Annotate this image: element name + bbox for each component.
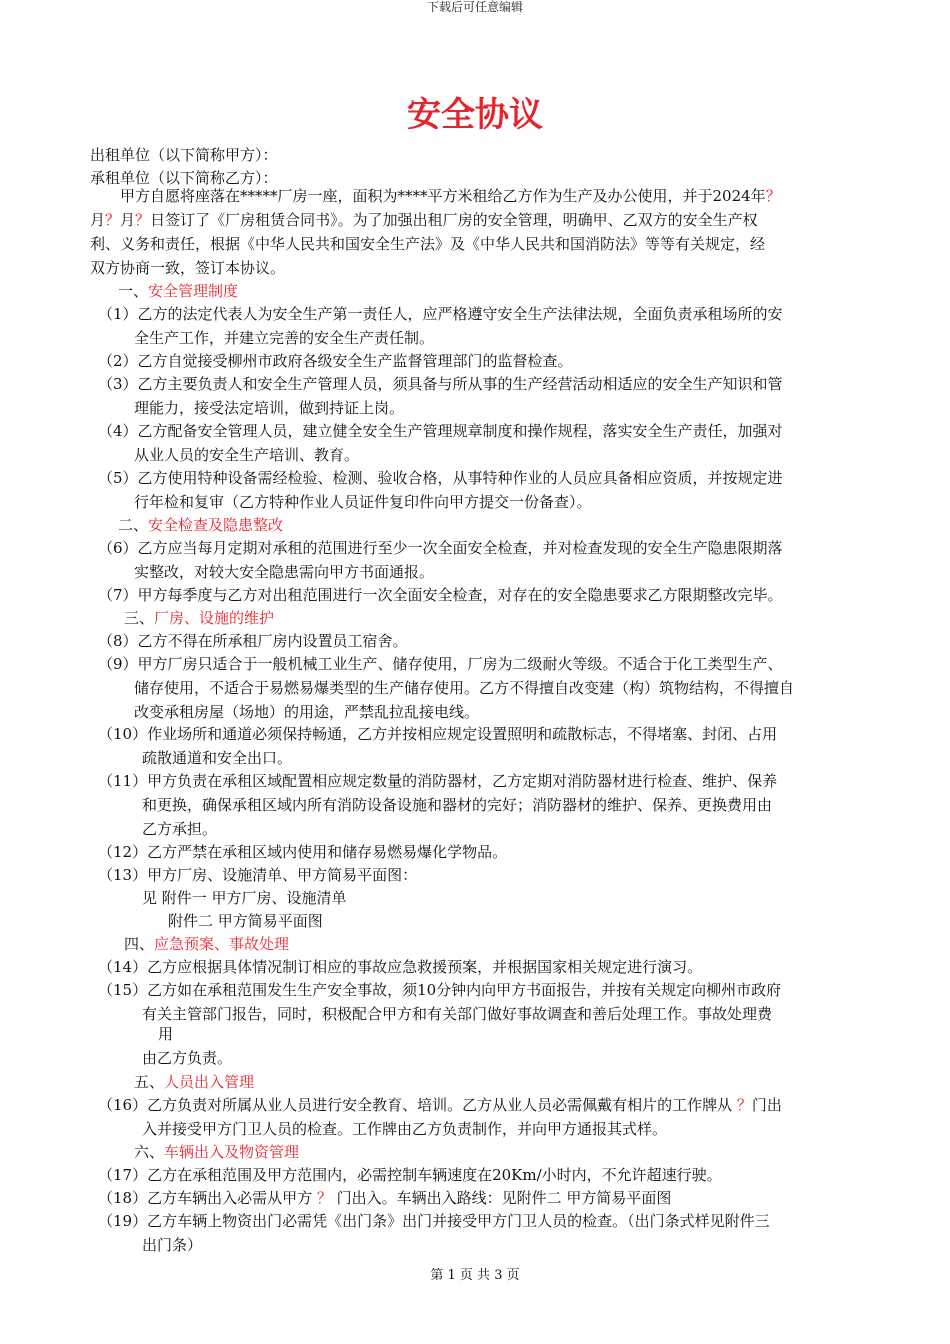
text-line — [90, 184, 781, 208]
line-text: （11）甲方负责在承租区域配置相应规定数量的消防器材，乙方定期对消防器材进行检查、维护、保养 — [98, 772, 778, 790]
line-text: 月 — [90, 211, 106, 229]
line-text: （1）乙方的法定代表人为安全生产第一责任人，应严格遵守安全生产法律法规，全面负责承租场所的安 — [98, 305, 783, 323]
line-text: 二、 — [118, 516, 149, 534]
text-line — [98, 769, 777, 793]
line-text: 双方协商一致，签订本协议。 — [90, 259, 286, 277]
line-text: 一、 — [118, 282, 149, 300]
line-text: （3）乙方主要负责人和安全生产管理人员，须具备与所从事的生产经营活动相适应的安全生产知识和管 — [98, 375, 783, 393]
line-text: 疏散通道和安全出口。 — [142, 749, 293, 767]
line-text: 六、 — [134, 1143, 165, 1161]
line-text: 和更换，确保承租区域内所有消防设备设施和器材的完好；消防器材的维护、保养、更换费用由 — [142, 796, 773, 814]
line-text: 出租单位（以下简称甲方）： — [90, 146, 278, 164]
text-line — [98, 349, 573, 373]
line-text: 实整改，对较大安全隐患需向甲方书面通报。 — [134, 563, 435, 581]
line-text: 见 附件一 甲方厂房、设施清单 — [142, 889, 347, 907]
text-line — [142, 746, 292, 770]
line-text: （12）乙方严禁在承租区域内使用和储存易燃易爆化学物品。 — [98, 843, 508, 861]
line-text: （9）甲方厂房只适合于一般机械工业生产、储存使用，厂房为二级耐火等级。不适合于化工类型生产、 — [98, 655, 783, 673]
highlighted-text: ？ — [316, 1189, 332, 1207]
text-line — [98, 466, 783, 490]
line-text: （10）作业场所和通道必须保持畅通，乙方并按相应规定设置照明和疏散标志，不得堵塞、封闭、占用 — [98, 725, 778, 743]
text-line — [98, 955, 702, 979]
line-text: 承租单位（以下简称乙方）： — [90, 169, 278, 187]
highlighted-text: ？ — [135, 211, 151, 229]
line-text: （19）乙方车辆上物资出门必需凭《出门条》出门并接受甲方门卫人员的检查。（出门条式样见附件三 — [98, 1212, 770, 1230]
line-text: （18）乙方车辆出入必需从甲方 — [98, 1189, 317, 1207]
line-text: 门出 — [751, 1096, 782, 1114]
line-text: 出门条） — [142, 1236, 203, 1254]
text-line — [124, 606, 274, 630]
text-line — [134, 443, 359, 467]
line-text: 门出入。车辆出入路线：见附件二 甲方简易平面图 — [331, 1189, 672, 1207]
text-line — [90, 208, 758, 232]
line-text: 储存使用，不适合于易燃易爆类型的生产储存使用。乙方不得擅自改变建（构）筑物结构，不得擅自 — [134, 679, 795, 697]
text-line — [158, 1022, 173, 1046]
line-text: （15）乙方如在承租范围发生生产安全事故，须10分钟内向甲方书面报告，并按有关规定向柳州市政府 — [98, 981, 782, 999]
line-text: （6）乙方应当每月定期对承租的范围进行至少一次全面安全检查，并对检查发现的安全生产隐患限期落 — [98, 539, 783, 557]
line-text: 由乙方负责。 — [142, 1049, 233, 1067]
text-line — [142, 793, 772, 817]
header-note: 下载后可任意编辑 — [426, 0, 523, 14]
text-line — [142, 1117, 667, 1141]
text-line — [168, 909, 323, 933]
text-line — [134, 326, 434, 350]
line-text: 乙方承担。 — [142, 820, 218, 838]
highlighted-text: ？ — [105, 211, 121, 229]
text-line — [134, 1140, 299, 1164]
line-text: 有关主管部门报告，同时，积极配合甲方和有关部门做好事故调查和善后处理工作。事故处理费 — [142, 1005, 773, 1023]
text-line — [98, 1186, 671, 1210]
text-line — [98, 419, 783, 443]
line-text: （8）乙方不得在所承租厂房内设置员工宿舍。 — [98, 632, 408, 650]
text-line — [90, 232, 765, 256]
text-line — [98, 583, 783, 607]
text-line — [98, 1209, 770, 1233]
highlighted-text: 车辆出入及物资管理 — [164, 1143, 300, 1161]
highlighted-text: 安全检查及隐患整改 — [148, 516, 284, 534]
line-text: 改变承租房屋（场地）的用途，严禁乱拉乱接电线。 — [134, 703, 480, 721]
text-line — [98, 978, 781, 1002]
text-line — [134, 560, 434, 584]
text-line — [98, 302, 783, 326]
text-line — [90, 143, 278, 167]
line-text: （4）乙方配备安全管理人员，建立健全安全生产管理规章制度和操作规程，落实安全生产责任，加强对 — [98, 422, 783, 440]
page-footer: 第 1 页 共 3 页 — [430, 1268, 520, 1283]
line-text: 用 — [158, 1025, 174, 1043]
text-line — [98, 652, 783, 676]
line-text: 全生产工作，并建立完善的安全生产责任制。 — [134, 329, 435, 347]
text-line — [118, 279, 238, 303]
line-text: 附件二 甲方简易平面图 — [168, 912, 323, 930]
text-line — [134, 700, 479, 724]
line-text: （2）乙方自觉接受柳州市政府各级安全生产监督管理部门的监督检查。 — [98, 352, 573, 370]
text-line — [98, 629, 408, 653]
line-text: （5）乙方使用特种设备需经检验、检测、验收合格，从事特种作业的人员应具备相应资质，并按规定进 — [98, 469, 783, 487]
line-text: 三、 — [124, 609, 155, 627]
line-text: （17）乙方在承租范围及甲方范围内，必需控制车辆速度在20Km/小时内，不允许超速行驶。 — [98, 1166, 722, 1184]
text-line — [98, 372, 783, 396]
text-line — [118, 513, 283, 537]
line-text: 从业人员的安全生产培训、教育。 — [134, 446, 360, 464]
text-line — [142, 1046, 232, 1070]
line-text: （16）乙方负责对所属从业人员进行安全教育、培训。乙方从业人员必需佩戴有相片的工作牌从 — [98, 1096, 737, 1114]
text-line — [142, 886, 347, 910]
text-line — [142, 817, 217, 841]
text-line — [134, 1070, 254, 1094]
line-text: 理能力，接受法定培训，做到持证上岗。 — [134, 399, 405, 417]
highlighted-text: ？ — [736, 1096, 752, 1114]
text-line — [98, 722, 777, 746]
text-line — [134, 676, 794, 700]
line-text: 四、 — [124, 935, 155, 953]
highlighted-text: 人员出入管理 — [164, 1073, 255, 1091]
text-line — [90, 256, 285, 280]
highlighted-text: ？ — [765, 187, 781, 205]
text-line — [134, 396, 404, 420]
text-line — [142, 1002, 772, 1026]
page-title: 安全协议 — [407, 95, 543, 135]
line-text: 月 — [120, 211, 136, 229]
text-line — [98, 863, 417, 887]
line-text: 入并接受甲方门卫人员的检查。工作牌由乙方负责制作，并向甲方通报其式样。 — [142, 1120, 668, 1138]
line-text: 甲方自愿将座落在*****厂房一座，面积为****平方米租给乙方作为生产及办公使用，并于2024年 — [90, 187, 766, 205]
text-line — [98, 1093, 782, 1117]
line-text: 利、义务和责任，根据《中华人民共和国安全生产法》及《中华人民共和国消防法》等等有关规定，经 — [90, 235, 766, 253]
line-text: 行年检和复审（乙方特种作业人员证件复印件向甲方提交一份备查）。 — [134, 493, 592, 511]
line-text: （7）甲方每季度与乙方对出租范围进行一次全面安全检查，对存在的安全隐患要求乙方限期整改完毕。 — [98, 586, 783, 604]
text-line — [98, 536, 783, 560]
line-text: （13）甲方厂房、设施清单、甲方简易平面图： — [98, 866, 418, 884]
text-line — [124, 932, 289, 956]
highlighted-text: 应急预案、事故处理 — [154, 935, 290, 953]
line-text: （14）乙方应根据具体情况制订相应的事故应急救援预案，并根据国家相关规定进行演习。 — [98, 958, 703, 976]
line-text: 日签订了《厂房租赁合同书》。为了加强出租厂房的安全管理，明确甲、乙双方的安全生产权 — [150, 211, 758, 229]
line-text: 五、 — [134, 1073, 165, 1091]
text-line — [98, 1163, 722, 1187]
text-line — [134, 490, 592, 514]
highlighted-text: 厂房、设施的维护 — [154, 609, 275, 627]
text-line — [98, 840, 507, 864]
text-line — [142, 1233, 202, 1257]
highlighted-text: 安全管理制度 — [148, 282, 239, 300]
